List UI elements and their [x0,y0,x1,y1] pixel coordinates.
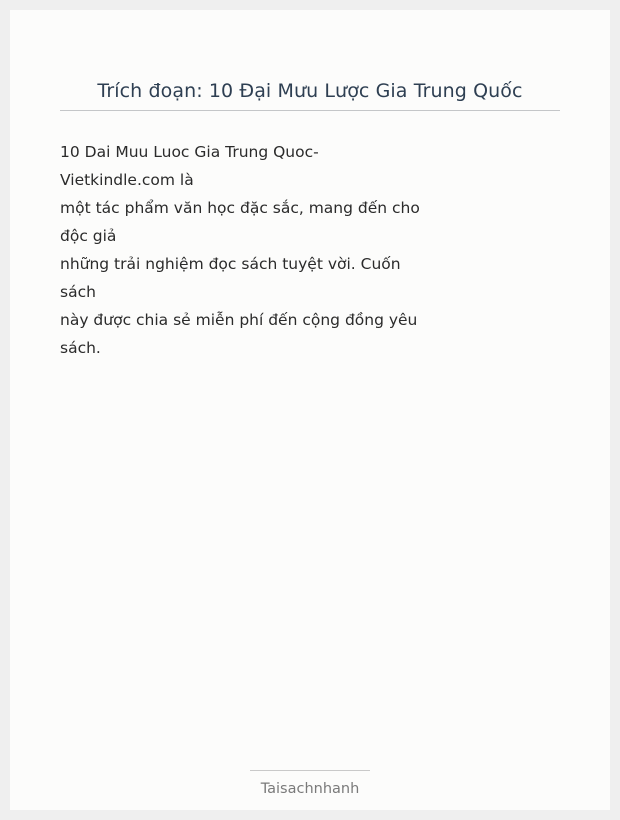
excerpt-line: độc giả [60,227,117,245]
excerpt-text [60,138,420,362]
excerpt-line: những trải nghiệm đọc sách tuyệt vời. Cuốn [60,255,401,273]
excerpt-line: này được chia sẻ miễn phí đến cộng đồng yêu [60,311,418,329]
excerpt-line: Vietkindle.com là [60,171,194,189]
footer-brand: Taisachnhanh [260,781,360,797]
document-page [10,10,610,810]
title-divider [60,110,560,111]
excerpt-line: sách. [60,339,101,357]
footer-divider [250,770,370,771]
excerpt-line: 10 Dai Muu Luoc Gia Trung Quoc- [60,143,319,161]
page-title: Trích đoạn: 10 Đại Mưu Lược Gia Trung Quốc [97,80,523,102]
excerpt-line: một tác phẩm văn học đặc sắc, mang đến cho [60,199,420,217]
excerpt-line: sách [60,283,96,301]
